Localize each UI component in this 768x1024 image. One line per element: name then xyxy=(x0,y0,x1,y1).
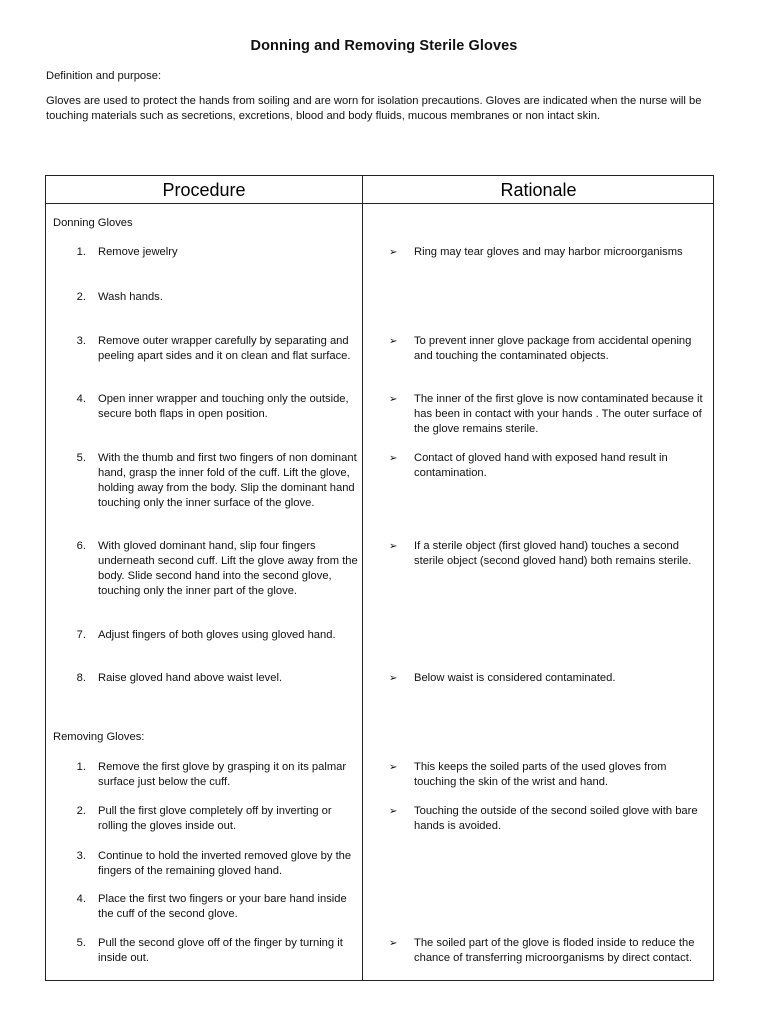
page-title: Donning and Removing Sterile Gloves xyxy=(250,38,518,54)
rationale-text: To prevent inner glove package from accidental opening and touching the contaminated objects. xyxy=(414,335,692,362)
step-text: With gloved dominant hand, slip four fingers underneath second cuff. Lift the glove away from the body. Slide second hand into the second glove, touching only the inner part of the glove. xyxy=(98,540,358,597)
step-text: Pull the first glove completely off by inverting or rolling the gloves inside out. xyxy=(98,805,332,832)
step-number: 1. xyxy=(76,246,86,258)
step-text: Continue to hold the inverted removed glove by the fingers of the remaining gloved hand. xyxy=(98,850,352,877)
rationale-text: Touching the outside of the second soiled glove with bare hands is avoided. xyxy=(414,805,698,832)
step-text: Wash hands. xyxy=(98,291,163,303)
step-number: 3. xyxy=(76,335,86,347)
step-text: Open inner wrapper and touching only the outside, secure both flaps in open position. xyxy=(98,393,349,420)
step-text: Remove outer wrapper carefully by separating and peeling apart sides and it on clean and flat surface. xyxy=(98,335,351,362)
step-number: 5. xyxy=(76,452,86,464)
arrowhead-bullet-icon: ➢ xyxy=(389,453,398,464)
column-divider xyxy=(362,176,363,980)
step-number: 4. xyxy=(76,893,86,905)
arrowhead-bullet-icon: ➢ xyxy=(389,336,398,347)
section-label-donning: Donning Gloves xyxy=(53,217,133,229)
step-text: Remove the first glove by grasping it on its palmar surface just below the cuff. xyxy=(98,761,347,788)
step-text: Place the first two fingers or your bare hand inside the cuff of the second glove. xyxy=(98,893,347,920)
step-number: 4. xyxy=(76,393,86,405)
arrowhead-bullet-icon: ➢ xyxy=(389,673,398,684)
section-label-removing: Removing Gloves: xyxy=(53,731,145,743)
header-divider xyxy=(46,203,713,204)
rationale-text: Below waist is considered contaminated. xyxy=(414,672,616,684)
arrowhead-bullet-icon: ➢ xyxy=(389,394,398,405)
step-text: Adjust fingers of both gloves using gloved hand. xyxy=(98,629,336,641)
rationale-text: Contact of gloved hand with exposed hand result in contamination. xyxy=(414,452,668,479)
step-text: Pull the second glove off of the finger by turning it inside out. xyxy=(98,937,343,964)
rationale-text: If a sterile object (first gloved hand) touches a second sterile object (second gloved hand) both remains sterile. xyxy=(414,540,692,567)
step-number: 5. xyxy=(76,937,86,949)
rationale-text: The soiled part of the glove is floded inside to reduce the chance of transferring microorganisms by direct contact. xyxy=(414,937,695,964)
rationale-text: This keeps the soiled parts of the used gloves from touching the skin of the wrist and hand. xyxy=(414,761,667,788)
arrowhead-bullet-icon: ➢ xyxy=(389,806,398,817)
procedure-column-header: Procedure xyxy=(162,180,246,200)
step-number: 3. xyxy=(76,850,86,862)
definition-text: Gloves are used to protect the hands from soiling and are worn for isolation precautions. Gloves are indicated when the nurse will be touching materials such as secretions, excretions, blood and body fluids, mucous membranes or non intact skin. xyxy=(46,95,702,122)
step-text: Remove jewelry xyxy=(98,246,178,258)
arrowhead-bullet-icon: ➢ xyxy=(389,247,398,258)
rationale-column-header: Rationale xyxy=(500,180,577,200)
arrowhead-bullet-icon: ➢ xyxy=(389,938,398,949)
step-text: With the thumb and first two fingers of non dominant hand, grasp the inner fold of the cuff. Lift the glove, holding away from the body. Slip the dominant hand touching only the inner surface of the glove. xyxy=(98,452,357,509)
step-number: 2. xyxy=(76,805,86,817)
rationale-text: The inner of the first glove is now contaminated because it has been in contact with your hands . The outer surface of the glove remains sterile. xyxy=(414,393,703,435)
step-number: 2. xyxy=(76,291,86,303)
step-number: 8. xyxy=(76,672,86,684)
step-number: 6. xyxy=(76,540,86,552)
step-number: 1. xyxy=(76,761,86,773)
rationale-text: Ring may tear gloves and may harbor microorganisms xyxy=(414,246,683,258)
step-text: Raise gloved hand above waist level. xyxy=(98,672,283,684)
step-number: 7. xyxy=(76,629,86,641)
arrowhead-bullet-icon: ➢ xyxy=(389,541,398,552)
procedure-table xyxy=(45,175,714,981)
definition-heading: Definition and purpose: xyxy=(46,70,162,82)
arrowhead-bullet-icon: ➢ xyxy=(389,762,398,773)
